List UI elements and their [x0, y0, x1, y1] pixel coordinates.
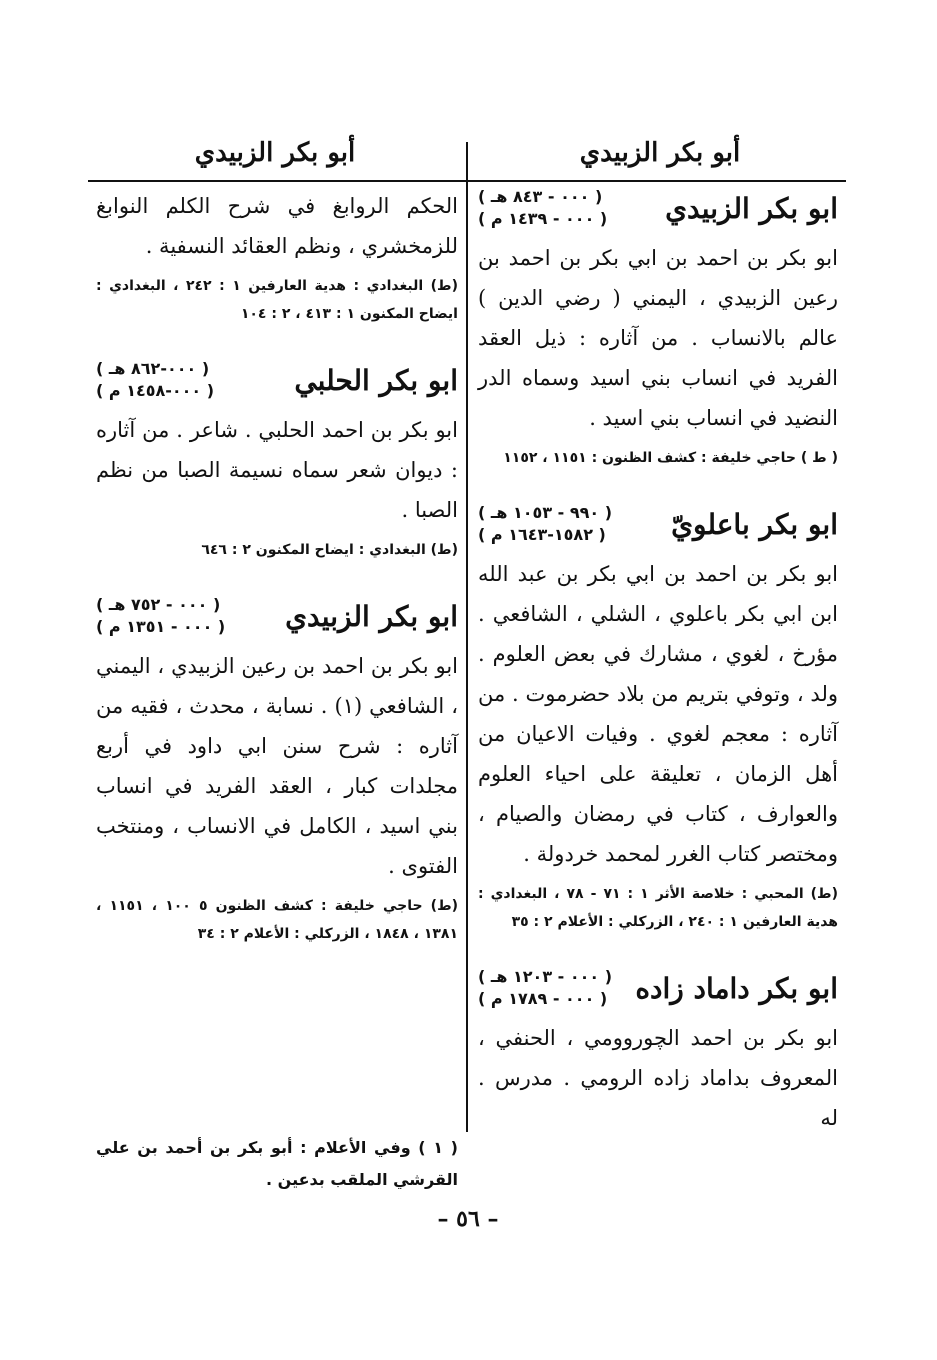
entry-title: ابو بكر داماد زاده — [635, 971, 838, 1005]
entry-heading — [96, 358, 458, 402]
gregorian-dates: ( ٠٠٠ - ١٣٥١ م ) — [96, 617, 226, 636]
entry-sources: (ط) البغدادي : هدية العارفين ١ : ٢٤٢ ، البغدادي : ايضاح المكنون ١ : ٤١٣ ، ٢ : ١٠٤ — [96, 278, 458, 322]
footnote: ( ١ ) وفي الأعلام : أبو بكر بن أحمد بن علي القرشي الملقب بدعين . — [96, 1138, 458, 1189]
entry-title: ابو بكر باعلويّ — [671, 507, 838, 541]
running-header-right: أبو بكر الزبيدي — [579, 138, 741, 168]
right-column — [478, 186, 838, 1168]
hijri-dates: ( ٠٠٠ - ١٢٠٣ هـ ) — [478, 967, 613, 986]
entry-title: ابو بكر الحلبي — [294, 363, 458, 397]
entry-sources: (ط) البغدادي : ايضاح المكنون ٢ : ٦٤٦ — [201, 542, 458, 558]
running-header-left: أبو بكر الزبيدي — [194, 138, 356, 168]
entry-sources: (ط) حاجي خليفة : كشف الظنون ٥ ١٠٠ ، ١١٥١ ، ١٣٨١ ، ١٨٤٨ ، الزركلي : الأعلام ٢ : ٣٤ — [96, 898, 459, 942]
gregorian-dates: ( ٠٠٠ - ١٤٣٩ م ) — [478, 209, 608, 228]
entry-body: ابو بكر بن احمد بن ابي بكر بن احمد بن رعين الزبيدي ، اليمني ( رضي الدين ) عالم بالانساب . من آثاره : ذيل العقد الفريد في انساب بني اسيد وسماه الدر النضيد في انساب بني اسيد . — [478, 246, 838, 430]
entry-dates — [96, 594, 225, 638]
entry-title: ابو بكر الزبيدي — [665, 191, 838, 225]
entry-damad-zadeh — [478, 966, 838, 1138]
hijri-dates: ( ٠٠٠ - ٧٥٢ هـ ) — [96, 595, 221, 614]
entry-dates — [478, 966, 612, 1010]
gregorian-dates: ( ٠٠٠ - ١٧٨٩ م ) — [478, 989, 608, 1008]
entry-heading — [478, 502, 838, 546]
left-column — [96, 186, 458, 978]
gregorian-dates: ( ١٥٨٢-١٦٤٣ م ) — [478, 525, 606, 544]
entry-heading — [478, 186, 838, 230]
hijri-dates: ( ٠٠٠-٨٦٢ هـ ) — [96, 359, 210, 378]
entry-body: ابو بكر بن احمد بن ابي بكر بن عبد الله ابن ابي بكر باعلوي ، الشلي ، الشافعي . مؤرخ ، لغوي ، مشارك في بعض العلوم . ولد ، وتوفي بتريم من بلاد حضرموت . من آثاره : معجم لغوي . وفيات الاعيان من أهل الزمان ، تعليقة على احياء العلوم والعوارف ، كتاب في رمضان والصيام ، ومختصر كتاب الغرر لمحمد خردولة . — [478, 562, 838, 866]
column-divider — [466, 142, 468, 1132]
entry-title: ابو بكر الزبيدي — [285, 599, 458, 633]
entry-dates — [478, 186, 607, 230]
entry-body: ابو بكر بن احمد الحلبي . شاعر . من آثاره : ديوان شعر سماه نسيمة الصبا من نظم الصبا . — [96, 418, 458, 522]
entry-zubaidi-843 — [478, 186, 838, 472]
entry-baalawi — [478, 502, 838, 936]
entry-heading — [96, 594, 458, 638]
entry-dates — [96, 358, 214, 402]
gregorian-dates: ( ٠٠٠-١٤٥٨ م ) — [96, 381, 215, 400]
hijri-dates: ( ٩٩٠ - ١٠٥٣ هـ ) — [478, 503, 613, 522]
entry-zubaidi-752 — [96, 594, 458, 948]
entry-body: ابو بكر بن احمد الچوروومي ، الحنفي ، المعروف بداماد زاده الرومي . مدرس . له — [478, 1026, 838, 1130]
page-number: – ٥٦ – — [437, 1206, 499, 1232]
entry-sources: ( ط ) حاجي خليفة : كشف الظنون : ١١٥١ ، ١١٥٢ — [503, 450, 838, 466]
entry-dates — [478, 502, 612, 546]
hijri-dates: ( ٠٠٠ - ٨٤٣ هـ ) — [478, 187, 603, 206]
entry-halabi — [96, 358, 458, 564]
entry-continuation — [96, 186, 458, 328]
entry-body: الحكم الروابغ في شرح الكلم النوابغ للزمخشري ، ونظم العقائد النسفية . — [96, 194, 458, 258]
entry-heading — [478, 966, 838, 1010]
entry-body: ابو بكر بن احمد بن رعين الزبيدي ، اليمني ، الشافعي (١) . نسابة ، محدث ، فقيه من آثاره : شرح سنن ابي داود في أربع مجلدات كبار ، العقد الفريد في انساب بني اسيد ، الكامل في الانساب ، ومنتخب الفتوى . — [96, 654, 459, 878]
entry-sources: (ط) المحبي : خلاصة الأثر ١ : ٧١ - ٧٨ ، البغدادي : هدية العارفين ١ : ٢٤٠ ، الزركلي : الأعلام ٢ : ٣٥ — [478, 886, 838, 930]
